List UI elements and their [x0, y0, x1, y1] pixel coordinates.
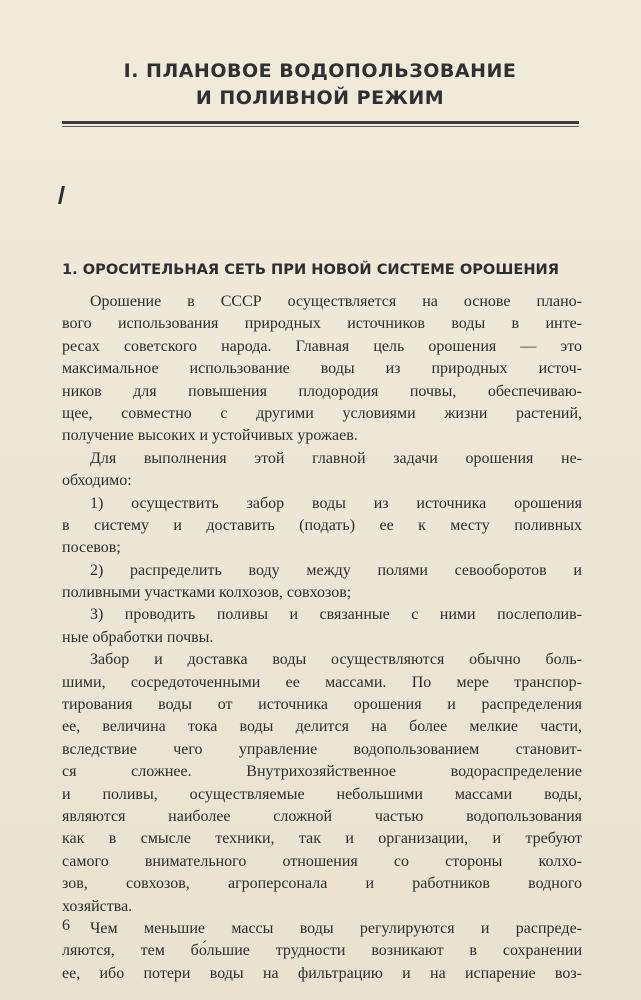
text-line: посевов;	[62, 539, 121, 557]
stray-ink-mark	[58, 186, 65, 204]
text-line: получение высоких и устойчивых урожаев.	[62, 427, 358, 445]
text-line: шими, сосредоточенными ее массами. По мере транспор-	[62, 673, 582, 691]
text-line: являются наиболее сложной частью водопользования	[62, 807, 582, 825]
text-line: ников для повышения плодородия почвы, обеспечиваю-	[62, 382, 582, 400]
text-line: вследствие чего управление водопользованием становит-	[62, 740, 582, 758]
text-line: самого внимательного отношения со стороны колхо-	[62, 852, 582, 870]
text-line: ся сложнее. Внутрихозяйственное водораспределение	[62, 763, 582, 781]
text-line: Для выполнения этой главной задачи орошения не-	[90, 449, 582, 467]
title-rule-thick	[62, 121, 579, 124]
text-line: ные обработки почвы.	[62, 628, 214, 646]
page-number: 6	[62, 917, 70, 934]
text-line: и поливы, осуществляемые небольшими массами воды,	[62, 785, 582, 803]
text-line: 3) проводить поливы и связанные с ними послеполив-	[90, 606, 582, 624]
text-line: в систему и доставить (подать) ее к месту поливных	[62, 516, 582, 534]
text-line: ее, величина тока воды делится на более мелкие части,	[62, 718, 582, 736]
chapter-title	[60, 58, 580, 112]
text-line: как в смысле техники, так и организации, и требуют	[62, 830, 582, 848]
text-line: 2) распределить воду между полями севооборотов и	[90, 561, 582, 579]
chapter-title-line-2: И ПОЛИВНОЙ РЕЖИМ	[195, 87, 445, 109]
chapter-title-line-1: I. ПЛАНОВОЕ ВОДОПОЛЬЗОВАНИЕ	[123, 60, 517, 82]
text-line: вого использования природных источников воды в инте-	[62, 315, 582, 333]
text-line: тирования воды от источника орошения и распределения	[62, 696, 582, 714]
body-text	[62, 291, 582, 985]
text-line: зов, совхозов, агроперсонала и работников водного	[62, 875, 582, 893]
text-line: Орошение в СССР осуществляется на основе плано-	[90, 293, 582, 310]
text-line: Чем меньшие массы воды регулируются и распреде-	[90, 919, 582, 937]
title-rule-thin	[62, 126, 579, 127]
text-line: максимальное использование воды из природных источ-	[62, 360, 582, 378]
text-line: ляются, тем бо́льшие трудности возникают в сохранении	[62, 942, 582, 960]
text-line: хозяйства.	[62, 897, 133, 915]
text-line: Забор и доставка воды осуществляются обычно боль-	[90, 651, 582, 669]
text-line: ее, ибо потери воды на фильтрацию и на испарение воз-	[62, 964, 582, 982]
section-title: 1. ОРОСИТЕЛЬНАЯ СЕТЬ ПРИ НОВОЙ СИСТЕМЕ ОРОШЕНИЯ	[62, 261, 559, 278]
text-line: поливными участками колхозов, совхозов;	[62, 584, 352, 602]
text-line: щее, совместно с другими условиями жизни растений,	[62, 404, 582, 422]
text-line: обходимо:	[62, 472, 132, 490]
text-line: ресах советского народа. Главная цель орошения — это	[62, 337, 582, 355]
text-line: 1) осуществить забор воды из источника орошения	[90, 494, 582, 512]
